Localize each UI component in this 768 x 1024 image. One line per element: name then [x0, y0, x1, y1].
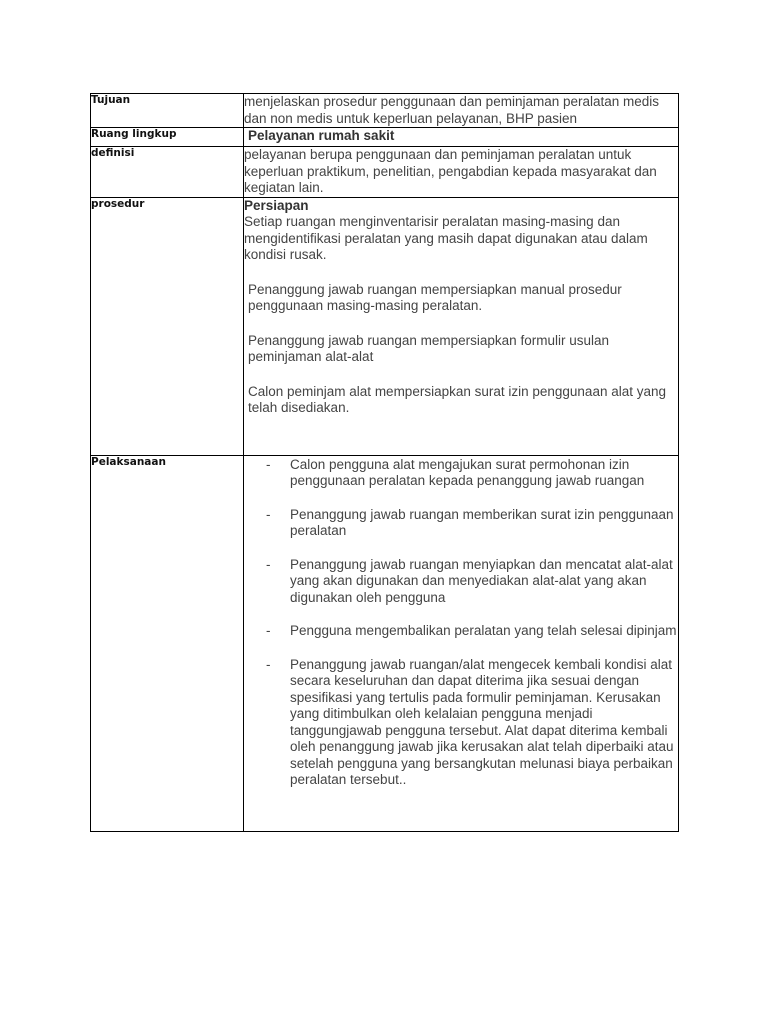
list-item: [266, 557, 678, 607]
row-tujuan: [91, 94, 679, 128]
row-definisi: [91, 147, 679, 198]
label-prosedur: prosedur: [91, 197, 244, 455]
label-pelaksanaan: Pelaksanaan: [91, 455, 244, 831]
label-tujuan: Tujuan: [91, 94, 244, 128]
list-item-text: Penanggung jawab ruangan/alat mengecek kembali kondisi alat secara keseluruhan dan dapat diterima jika sesuai dengan spesifikasi yang tertulis pada formulir peminjaman. Kerusakan yang ditimbulkan oleh kelalaian pengguna menjadi tanggungjawab pengguna tersebut. Alat dapat diterima kembali oleh penanggung jawab jika kerusakan alat telah diperbaiki atau setelah pengguna yang bersangkutan melunasi biaya perbaikan peralatan tersebut..: [290, 656, 674, 787]
procedure-table: [90, 93, 679, 832]
text-pelaksanaan: [244, 455, 679, 831]
list-item-text: Penanggung jawab ruangan memberikan surat izin penggunaan peralatan: [290, 506, 674, 538]
pelaksanaan-list: [244, 457, 678, 789]
row-pelaksanaan: [91, 455, 679, 831]
prosedur-paragraph: Penanggung jawab ruangan mempersiapkan formulir usulan peminjaman alat-alat: [248, 332, 609, 364]
prosedur-paragraph: Penanggung jawab ruangan mempersiapkan manual prosedur penggunaan masing-masing peralatan.: [248, 281, 622, 313]
prosedur-paragraph: Setiap ruangan menginventarisir peralatan masing-masing dan mengidentifikasi peralatan yang masih dapat digunakan atau dalam kondisi rusak.: [244, 214, 648, 262]
row-ruang-lingkup: [91, 128, 679, 147]
bullet-dash: -: [266, 506, 271, 522]
list-item: [266, 507, 678, 540]
scope-text: Pelayanan rumah sakit: [248, 128, 395, 143]
text-definisi: pelayanan berupa penggunaan dan peminjaman peralatan untuk keperluan praktikum, penelitian, pengabdian kepada masyarakat dan kegiatan lain.: [244, 147, 679, 198]
bullet-dash: -: [266, 623, 271, 638]
list-item: [266, 657, 678, 789]
label-ruang-lingkup: Ruang lingkup: [91, 128, 244, 147]
text-tujuan: menjelaskan prosedur penggunaan dan peminjaman peralatan medis dan non medis untuk keperluan pelayanan, BHP pasien: [244, 94, 679, 128]
text-prosedur: [244, 197, 679, 455]
section-heading-persiapan: Persiapan: [244, 197, 309, 213]
list-item: [266, 457, 678, 490]
bullet-dash: -: [266, 456, 271, 472]
bullet-dash: -: [266, 656, 271, 672]
list-item-text: Calon pengguna alat mengajukan surat permohonan izin penggunaan peralatan kepada penanggung jawab ruangan: [290, 456, 645, 488]
list-item-text: Pengguna mengembalikan peralatan yang telah selesai dipinjam: [290, 623, 677, 638]
text-ruang-lingkup: [244, 128, 679, 147]
row-prosedur: [91, 197, 679, 455]
list-item-text: Penanggung jawab ruangan menyiapkan dan mencatat alat-alat yang akan digunakan dan menyediakan alat-alat yang akan digunakan oleh pengguna: [290, 556, 673, 605]
prosedur-paragraph: Calon peminjam alat mempersiapkan surat izin penggunaan alat yang telah disediakan.: [248, 383, 666, 415]
list-item: [266, 623, 678, 640]
label-definisi: definisi: [91, 147, 244, 198]
bullet-dash: -: [266, 556, 271, 572]
